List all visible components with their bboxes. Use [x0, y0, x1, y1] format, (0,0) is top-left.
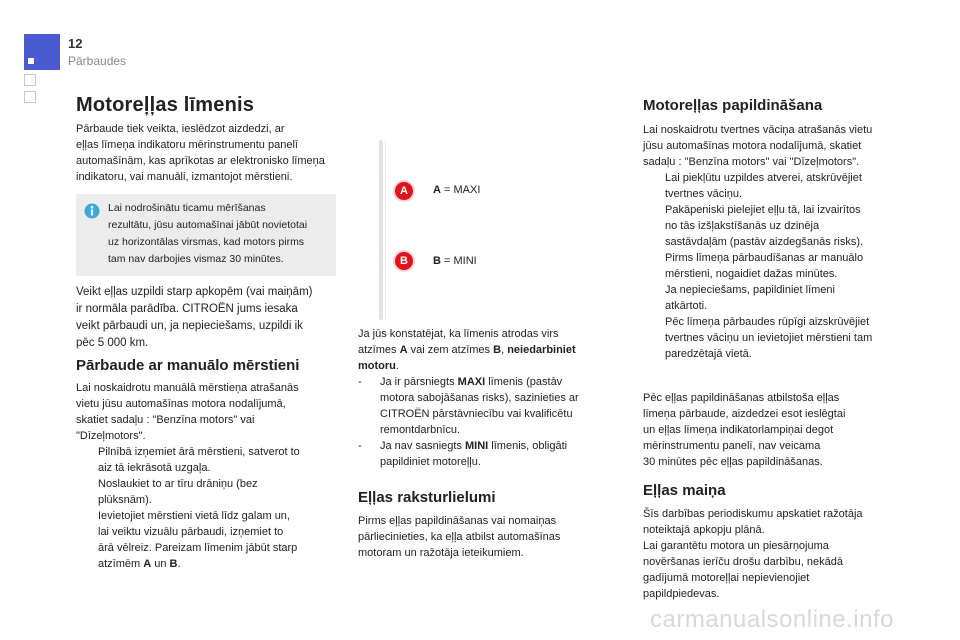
marker-a-icon: A [393, 180, 415, 202]
text-span: , [501, 344, 508, 356]
oil-change-title: Eļļas maiņa [643, 482, 726, 499]
text-line: ir normāla parādība. CITROËN jums iesaka [76, 303, 298, 315]
text-line: Lai noskaidrotu manuālā mērstieņa atrašanās [76, 382, 299, 394]
topping-up-title: Motoreļļas papildināšana [643, 97, 823, 114]
label-letter: A [433, 184, 441, 196]
text-line: Šīs darbības periodiskumu apskatiet ražotāja [643, 508, 863, 520]
list-item [358, 438, 628, 470]
marker-b-label [433, 255, 477, 267]
text-line: eļļas līmeņa indikatoru mērinstrumentu panelī [76, 139, 298, 151]
text-line: jūsu automašīnas motora nodalījumā, skatiet [643, 140, 862, 152]
watermark: carmanualsonline.info [650, 606, 894, 633]
text-span: MAXI [457, 376, 486, 388]
text-line: sastāvdaļām (pastāv aizdegšanās risks). [665, 236, 864, 248]
text-span: atzīmes [358, 344, 400, 356]
text-line: atkārtoti. [665, 300, 708, 312]
dipstick-shadow [385, 140, 386, 320]
text-line: Pakāpeniski pielejiet eļļu tā, lai izvairītos [665, 204, 861, 216]
text-line: Lai piekļūtu uzpildes atverei, atskrūvējiet [665, 172, 862, 184]
text-line: Pēc līmeņa pārbaudes rūpīgi aizskrūvējiet [665, 316, 870, 328]
text-line: veikt pārbaudi un, ja nepieciešams, uzpildi ik [76, 320, 303, 332]
dipstick-illustration [379, 140, 383, 320]
text-line: mērinstrumentu panelī, nav veicama [643, 440, 821, 452]
text-line: aiz tā iekrāsotā uzgaļa. [98, 462, 211, 474]
text-line: rezultātu, jūsu automašīnai jābūt novietotai [108, 219, 308, 231]
text-span: Ja ir pārsniegts [380, 376, 458, 388]
tab-square-1 [24, 74, 36, 86]
info-icon [84, 203, 100, 219]
text-line: Noslaukiet to ar tīru drāniņu (bez [98, 478, 258, 490]
text-span: B [493, 344, 502, 356]
text-span: A [399, 344, 408, 356]
text-line: tam nav darbojies vismaz 30 minūtes. [108, 253, 284, 265]
text-span: un [151, 558, 170, 570]
info-text [108, 200, 334, 268]
text-line: Ievietojiet mērstieni vietā līdz galam un, [98, 510, 290, 522]
text-line: no tās izšļakstīšanās uz dzinēja [665, 220, 820, 232]
text-line: indikatoru, vai manuāli, izmantojot mērstieni. [76, 171, 293, 183]
text-line: sadaļu : "Benzīna motors" vai "Dīzeļmotors". [643, 156, 860, 168]
text-line: paredzētajā vietā. [665, 348, 752, 360]
text-line: skatiet sadaļu : "Benzīna motors" vai [76, 414, 255, 426]
text-span: . [395, 360, 399, 372]
topping-up-paragraph [643, 122, 923, 362]
oil-properties-paragraph [358, 513, 628, 561]
page-tab-block [24, 34, 60, 70]
text-span: . [177, 558, 181, 570]
list-item [643, 170, 923, 202]
text-line: Veikt eļļas uzpildi starp apkopēm (vai maiņām) [76, 286, 313, 298]
text-line: lai veiktu vizuālu pārbaudi, izņemiet to [98, 526, 284, 538]
text-line: papildiniet motoreļļu. [380, 456, 481, 468]
oil-properties-title: Eļļas raksturlielumi [358, 489, 496, 506]
text-line: novēršanas ierīču drošu darbību, nekādā [643, 556, 843, 568]
after-topup-paragraph [643, 390, 923, 470]
text-line: Ja jūs konstatējat, ka līmenis atrodas virs [358, 328, 559, 340]
text-line: uz horizontālas virsmas, kad motors pirms [108, 236, 305, 248]
dash-marker: - [358, 440, 362, 452]
section-title: Pārbaudes [68, 54, 127, 68]
text-line: Lai nodrošinātu ticamu mērīšanas [108, 202, 266, 214]
text-line: CITROËN pārstāvniecību vai kvalificētu [380, 408, 573, 420]
text-line: Pirms līmeņa pārbaudīšanas ar manuālo [665, 252, 864, 264]
text-line: Lai garantētu motora un piesārņojuma [643, 540, 829, 552]
oil-change-paragraph [643, 506, 923, 602]
text-line: pēc 5 000 km. [76, 337, 149, 349]
marker-b-icon: B [393, 250, 415, 272]
mark-a-ref: A [143, 558, 152, 570]
text-line: gadījumā motoreļļai nepievienojiet [643, 572, 810, 584]
list-item [643, 282, 923, 314]
text-line [98, 556, 346, 572]
text-span: līmenis (pastāv [485, 376, 563, 388]
list-item [643, 250, 923, 282]
text-line: plūksnām). [98, 494, 152, 506]
text-span: līmenis, obligāti [488, 440, 568, 452]
list-item [643, 202, 923, 250]
manual-check-title: Pārbaude ar manuālo mērstieni [76, 357, 300, 374]
text-span: vai zem atzīmes [407, 344, 494, 356]
text-line: vietu jūsu automašīnas motora nodalījumā, [76, 398, 286, 410]
level-paragraph [358, 326, 628, 470]
text-line: "Dīzeļmotors". [76, 430, 146, 442]
page-number: 12 [68, 36, 83, 51]
refill-paragraph [76, 284, 346, 352]
text-line: Pirms eļļas papildināšanas vai nomaiņas [358, 515, 557, 527]
text-line: tvertnes vāciņu. [665, 188, 743, 200]
text-line [380, 438, 628, 454]
main-title: Motoreļļas līmenis [76, 94, 255, 116]
text-span: motoru [358, 360, 396, 372]
tab-square-2 [24, 91, 36, 103]
text-line: noteiktajā apkopju plānā. [643, 524, 765, 536]
text-line: tvertnes vāciņu un ievietojiet mērstieni tam [665, 332, 873, 344]
mark-b-ref: B [169, 558, 178, 570]
text-span: MINI [465, 440, 489, 452]
list-item [76, 508, 346, 572]
text-line [380, 374, 628, 390]
text-line: motora sabojāšanas risks), sazinieties ar [380, 392, 579, 404]
intro-paragraph [76, 121, 346, 185]
text-line: 30 minūtes pēc eļļas papildināšanas. [643, 456, 823, 468]
text-line: un eļļas līmeņa indikatorlampiņai degot [643, 424, 834, 436]
text-line: pārliecinieties, ka eļļa atbilst automašīnas [358, 531, 561, 543]
text-line: remontdarbnīcu. [380, 424, 461, 436]
text-line: Pilnībā izņemiet ārā mērstieni, satverot to [98, 446, 300, 458]
text-line: Lai noskaidrotu tvertnes vāciņa atrašanās vietu [643, 124, 873, 136]
marker-a-label [433, 184, 480, 196]
list-item [358, 374, 628, 438]
list-item [76, 444, 346, 476]
label-text: = MINI [440, 255, 477, 267]
text-line: Ja nepieciešams, papildiniet līmeni [665, 284, 835, 296]
list-item [643, 314, 923, 362]
text-line: līmeņa pārbaude, aizdedzei esot ieslēgtai [643, 408, 846, 420]
text-span: neiedarbiniet [507, 344, 576, 356]
text-line: automašīnām, kas aprīkotas ar elektronisko līmeņa [76, 155, 325, 167]
text-span: atzīmēm [98, 558, 144, 570]
text-line: Pēc eļļas papildināšanas atbilstoša eļļas [643, 392, 840, 404]
text-line: motoram un ražotāja ieteikumiem. [358, 547, 524, 559]
text-line [358, 358, 628, 374]
manual-check-paragraph [76, 380, 346, 572]
label-text: = MAXI [440, 184, 481, 196]
dash-marker: - [358, 376, 362, 388]
label-letter: B [433, 255, 441, 267]
text-line [358, 342, 628, 358]
text-line: mērstieni, nogaidiet dažas minūtes. [665, 268, 838, 280]
text-line: ārā vēlreiz. Pareizam līmenim jābūt starp [98, 542, 298, 554]
text-span: Ja nav sasniegts [380, 440, 465, 452]
text-line: papildpiedevas. [643, 588, 720, 600]
text-line: Pārbaude tiek veikta, ieslēdzot aizdedzi, ar [76, 123, 285, 135]
list-item [76, 476, 346, 508]
